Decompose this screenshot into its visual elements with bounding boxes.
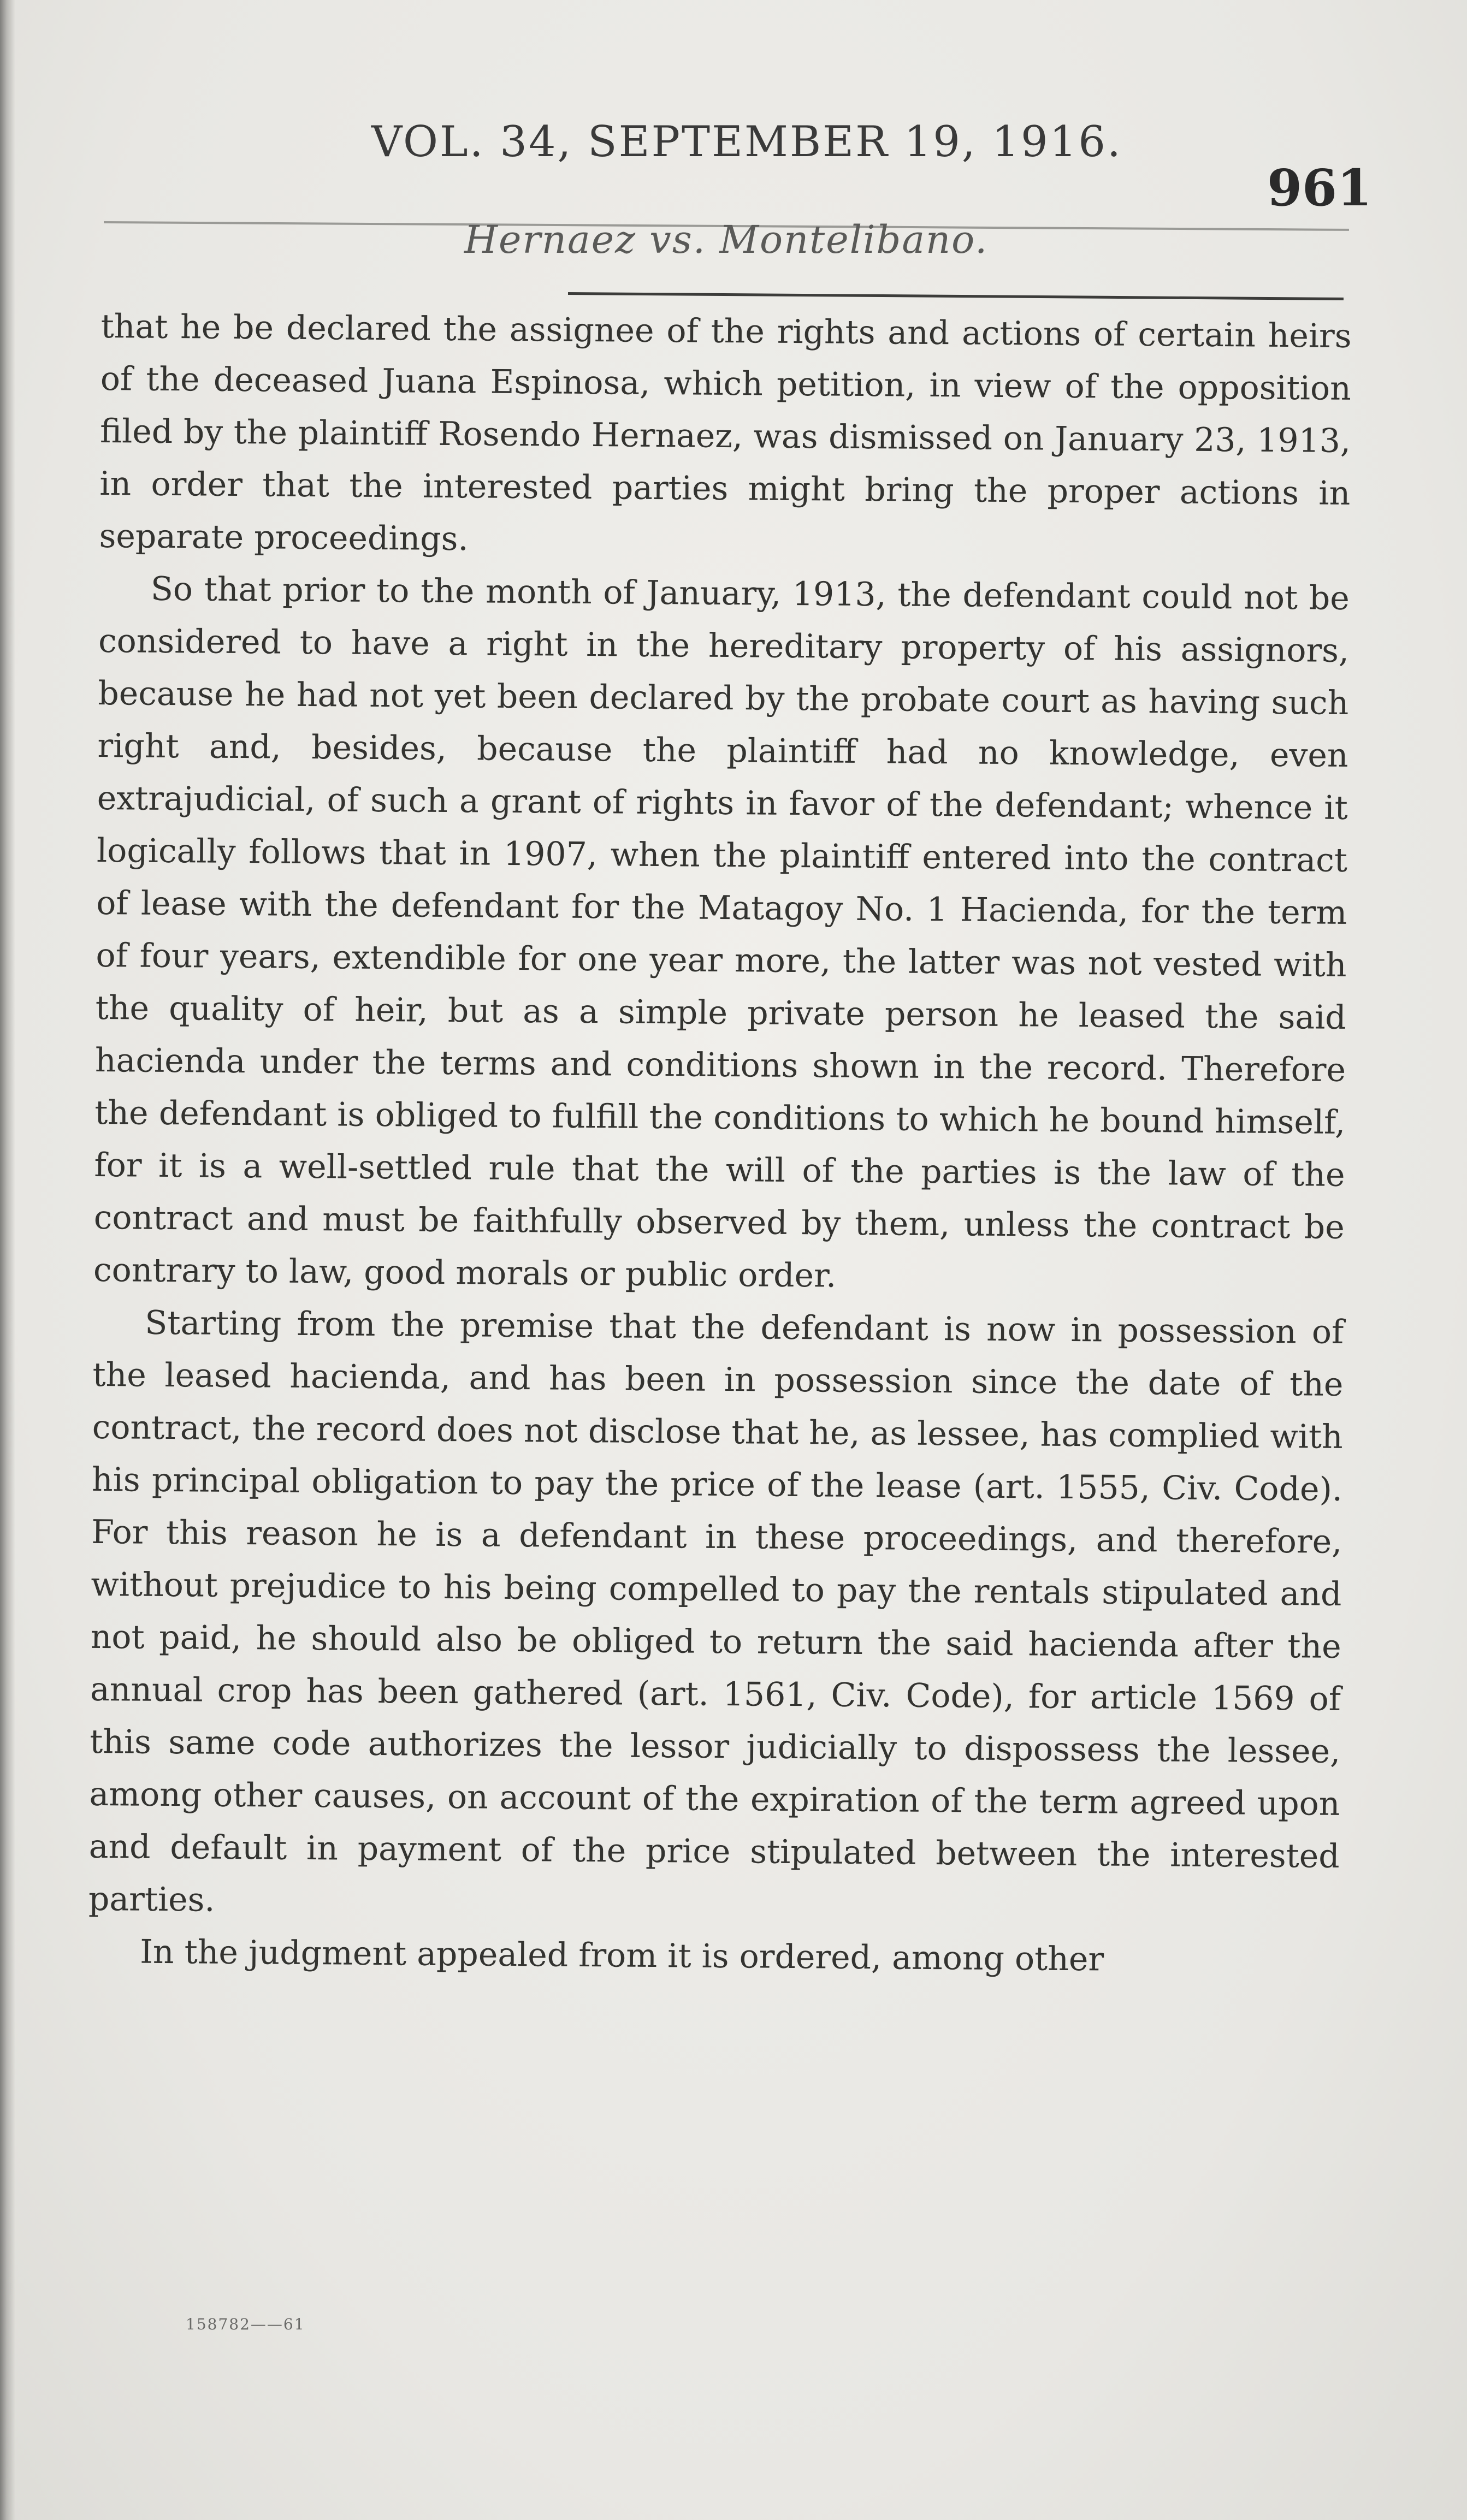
running-head: VOL. 34, SEPTEMBER 19, 1916. — [371, 117, 1122, 167]
case-title-rule — [568, 292, 1344, 300]
body-text — [85, 300, 1352, 2331]
paragraph: that he be declared the assignee of the rights and actions of certain heirs of the deceased Juana Espinosa, which petition, in view of the opposition filed by the plaintiff Rosendo Hernaez, was dismissed on January 23, 1913, in order that the interested parties might bring the proper actions in separate proceedings. — [99, 307, 1352, 559]
paragraph: In the judgment appealed from it is ordered, among other — [139, 1932, 1104, 1979]
case-title: Hernaez vs. Montelibano. — [464, 217, 989, 262]
binding-shadow — [0, 0, 15, 2520]
printer-mark: 158782——61 — [186, 2315, 305, 2333]
page-number: 961 — [1267, 158, 1373, 217]
paragraph: So that prior to the month of January, 1913, the defendant could not be considered to have a right in the hereditary property of his assignors, because he had not yet been declared by the probate court as having such right and, besides, because the plaintiff had no knowledge, even extrajudicial, of such a grant of rights in favor of the defendant; whence it logically follows that in 1907, when the plaintiff entered into the contract of lease with the defendant for the Matagoy No. 1 Hacienda, for the term of four years, extendible for one year more, the latter was not vested with the quality of heir, but as a simple private person he leased the said hacienda under the terms and conditions shown in the record. Therefore the defendant is obliged to fulfill the conditions to which he bound himself, for it is a well-settled rule that the will of the parties is the law of the contract and must be faithfully observed by them, unless the contract be contrary to law, good morals or public order. — [93, 570, 1350, 1295]
paragraph: Starting from the premise that the defendant is now in possession of the leased hacienda, and has been in possession since the date of the contract, the record does not disclose that he, as lessee, has complied with his principal obligation to pay the price of the lease (art. 1555, Civ. Code). For this reason he is a defendant in these proceedings, and therefore, without prejudice to his being compelled to pay the rentals stipulated and not paid, he should also be obliged to return the said hacienda after the annual crop has been gathered (art. 1561, Civ. Code), for article 1569 of this same code authorizes the lessor judicially to dispossess the lessee, among other causes, on account of the expiration of the term agreed upon and default in payment of the price stipulated between the interested parties. — [88, 1303, 1344, 1919]
